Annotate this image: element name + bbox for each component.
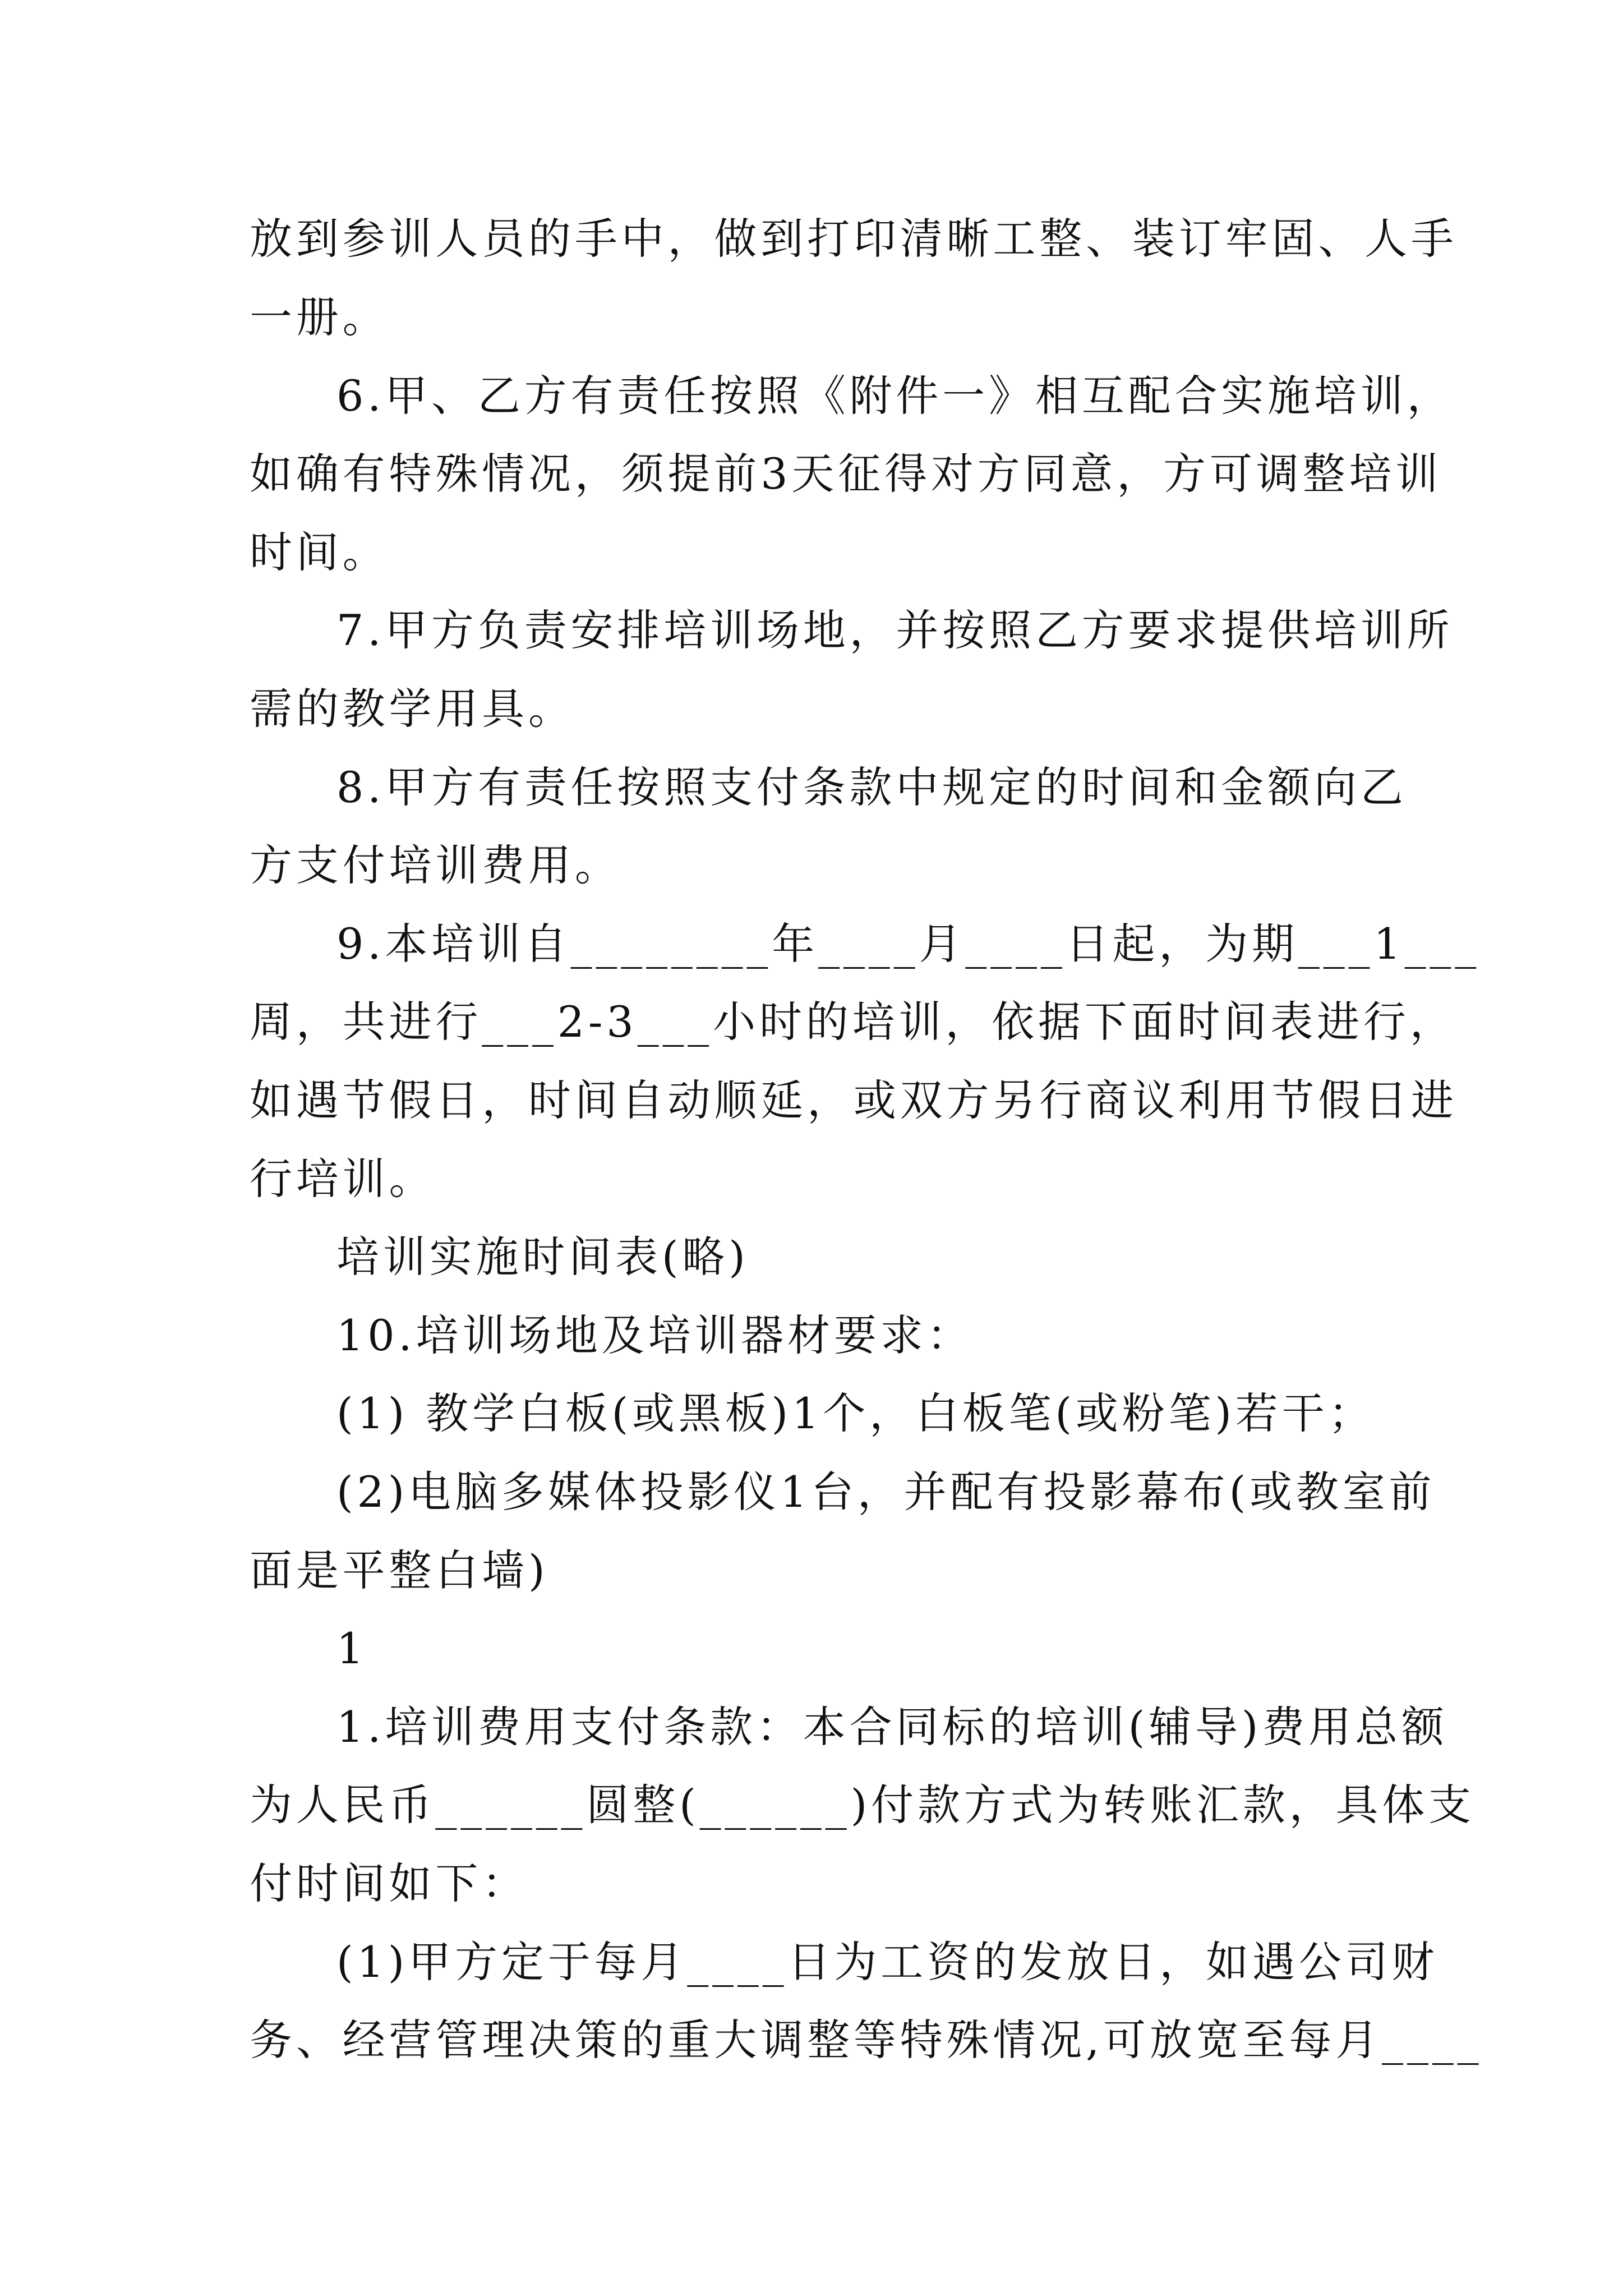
text-line: 面是平整白墙) (250, 1545, 549, 1595)
text-line: 方支付培训费用。 (250, 840, 621, 890)
text-line: 1.培训费用支付条款：本合同标的培训(辅导)费用总额 (336, 1702, 1448, 1752)
text-line: 一册。 (250, 292, 389, 342)
text-line: (1)甲方定于每月____日为工资的发放日，如遇公司财 (336, 1937, 1438, 1987)
text-line: 务、经营管理决策的重大调整等特殊情况,可放宽至每月____ (250, 2015, 1483, 2065)
text-line: 时间。 (250, 527, 389, 577)
text-line: 7.甲方负责安排培训场地，并按照乙方要求提供培训所 (336, 605, 1454, 655)
text-line: 放到参训人员的手中，做到打印清晰工整、装订牢固、人手 (250, 214, 1458, 264)
text-line: 行培训。 (250, 1154, 436, 1204)
text-line: 为人民币______圆整(______)付款方式为转账汇款，具体支 (250, 1780, 1476, 1830)
text-line: 8.甲方有责任按照支付条款中规定的时间和金额向乙 (336, 762, 1407, 812)
text-line: 9.本培训自________年____月____日起，为期___1___ (336, 919, 1481, 969)
text-line: 需的教学用具。 (250, 684, 575, 734)
text-line: 培训实施时间表(略) (336, 1232, 749, 1282)
text-line: 10.培训场地及培训器材要求： (336, 1310, 974, 1360)
text-line: 如遇节假日，时间自动顺延，或双方另行商议利用节假日进 (250, 1075, 1458, 1125)
text-line: (1) 教学白板(或黑板)1个，白板笔(或粉笔)若干； (336, 1388, 1375, 1438)
text-line: 如确有特殊情况，须提前3天征得对方同意，方可调整培训 (250, 449, 1442, 499)
text-line: 6.甲、乙方有责任按照《附件一》相互配合实施培训， (336, 371, 1454, 421)
text-line: 周，共进行___2-3___小时的培训，依据下面时间表进行， (250, 997, 1456, 1047)
text-line: 付时间如下： (250, 1858, 529, 1908)
page-number: 1 (336, 1623, 368, 1673)
text-line: (2)电脑多媒体投影仪1台，并配有投影幕布(或教室前 (336, 1467, 1436, 1517)
